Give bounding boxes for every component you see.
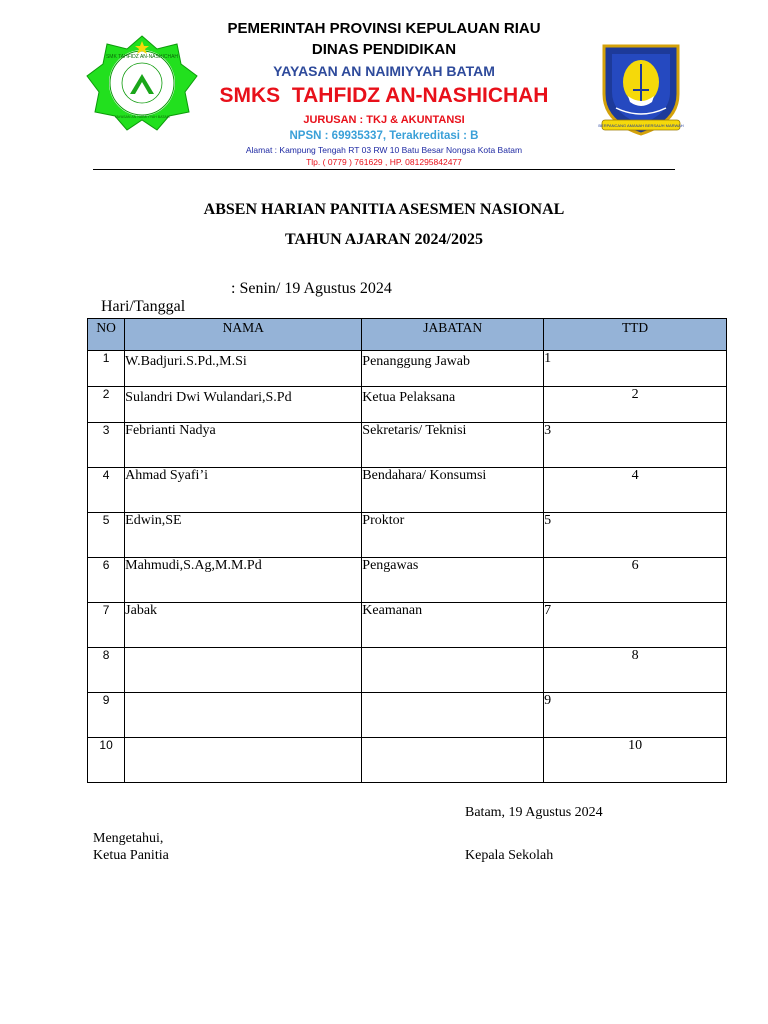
row-ttd: 3	[544, 423, 727, 468]
jurusan-line: JURUSAN : TKJ & AKUNTANSI	[303, 114, 465, 126]
row-nama: Ahmad Syafi’i	[125, 468, 362, 513]
province-crest-icon	[598, 42, 684, 138]
principal-signature-label: Kepala Sekolah	[465, 848, 554, 863]
letterhead	[0, 0, 768, 175]
table-row	[88, 738, 727, 783]
place-date: Batam, 19 Agustus 2024	[465, 805, 603, 820]
table-row	[88, 423, 727, 468]
row-ttd: 4	[544, 468, 727, 513]
header-no: NO	[88, 319, 125, 351]
row-nama: Jabak	[125, 603, 362, 648]
row-nama	[125, 693, 362, 738]
row-nama: Edwin,SE	[125, 513, 362, 558]
row-no: 2	[88, 387, 125, 423]
row-ttd: 6	[544, 558, 727, 603]
province-line: PEMERINTAH PROVINSI KEPULAUAN RIAU	[227, 20, 541, 37]
table-row	[88, 351, 727, 387]
row-no: 4	[88, 468, 125, 513]
department-line: DINAS PENDIDIKAN	[311, 41, 457, 58]
table-row	[88, 603, 727, 648]
date-label: Hari/Tanggal	[101, 298, 186, 315]
table-row	[88, 693, 727, 738]
row-nama: W.Badjuri.S.Pd.,M.Si	[125, 351, 362, 387]
table-row	[88, 558, 727, 603]
row-jabatan	[362, 693, 544, 738]
table-row	[88, 468, 727, 513]
acknowledged-label: Mengetahui,	[93, 831, 164, 846]
school-logo-icon	[85, 32, 200, 132]
row-jabatan	[362, 738, 544, 783]
chair-signature-label: Ketua Panitia	[93, 848, 169, 863]
doc-title-line1: ABSEN HARIAN PANITIA ASESMEN NASIONAL	[203, 201, 565, 218]
row-nama: Mahmudi,S.Ag,M.M.Pd	[125, 558, 362, 603]
row-jabatan: Ketua Pelaksana	[362, 387, 544, 423]
row-no: 5	[88, 513, 125, 558]
phone-line: Tlp. ( 0779 ) 761629 , HP. 081295842477	[306, 157, 462, 167]
row-no: 10	[88, 738, 125, 783]
row-ttd: 5	[544, 513, 727, 558]
logo-left-text: SMK TAHFIDZ AN-NASHICHAH	[105, 54, 179, 60]
table-row	[88, 387, 727, 423]
logo-left-sub: YAYASAN AN NAIMIYYAH BATAM	[114, 115, 170, 119]
row-ttd: 7	[544, 603, 727, 648]
table-header-row	[88, 319, 727, 351]
crest-motto: BERPANCANG AMANAH BERSAUH MARWAH	[598, 123, 684, 128]
header-nama: NAMA	[125, 319, 362, 351]
letterhead-text	[200, 18, 568, 168]
header-ttd: TTD	[544, 319, 727, 351]
table-row	[88, 648, 727, 693]
row-no: 7	[88, 603, 125, 648]
table-row	[88, 513, 727, 558]
row-jabatan: Bendahara/ Konsumsi	[362, 468, 544, 513]
date-value: : Senin/ 19 Agustus 2024	[231, 280, 392, 297]
row-ttd: 2	[544, 387, 727, 423]
row-jabatan: Pengawas	[362, 558, 544, 603]
row-nama: Sulandri Dwi Wulandari,S.Pd	[125, 387, 362, 423]
row-nama	[125, 648, 362, 693]
row-nama	[125, 738, 362, 783]
header-jabatan: JABATAN	[362, 319, 544, 351]
row-no: 3	[88, 423, 125, 468]
row-ttd: 1	[544, 351, 727, 387]
row-jabatan: Proktor	[362, 513, 544, 558]
row-no: 8	[88, 648, 125, 693]
school-name: SMKS TAHFIDZ AN-NASHICHAH	[219, 84, 549, 107]
row-ttd: 8	[544, 648, 727, 693]
row-jabatan: Sekretaris/ Teknisi	[362, 423, 544, 468]
row-no: 6	[88, 558, 125, 603]
address-line: Alamat : Kampung Tengah RT 03 RW 10 Batu Besar Nongsa Kota Batam	[245, 145, 523, 155]
doc-title-line2: TAHUN AJARAN 2024/2025	[285, 231, 483, 248]
row-no: 1	[88, 351, 125, 387]
letterhead-divider	[93, 169, 675, 170]
row-no: 9	[88, 693, 125, 738]
row-jabatan: Penanggung Jawab	[362, 351, 544, 387]
attendance-table	[87, 318, 727, 783]
foundation-line: YAYASAN AN NAIMIYYAH BATAM	[273, 63, 495, 79]
row-jabatan	[362, 648, 544, 693]
row-nama: Febrianti Nadya	[125, 423, 362, 468]
row-ttd: 10	[544, 738, 727, 783]
npsn-line: NPSN : 69935337, Terakreditasi : B	[289, 130, 479, 142]
row-ttd: 9	[544, 693, 727, 738]
row-jabatan: Keamanan	[362, 603, 544, 648]
